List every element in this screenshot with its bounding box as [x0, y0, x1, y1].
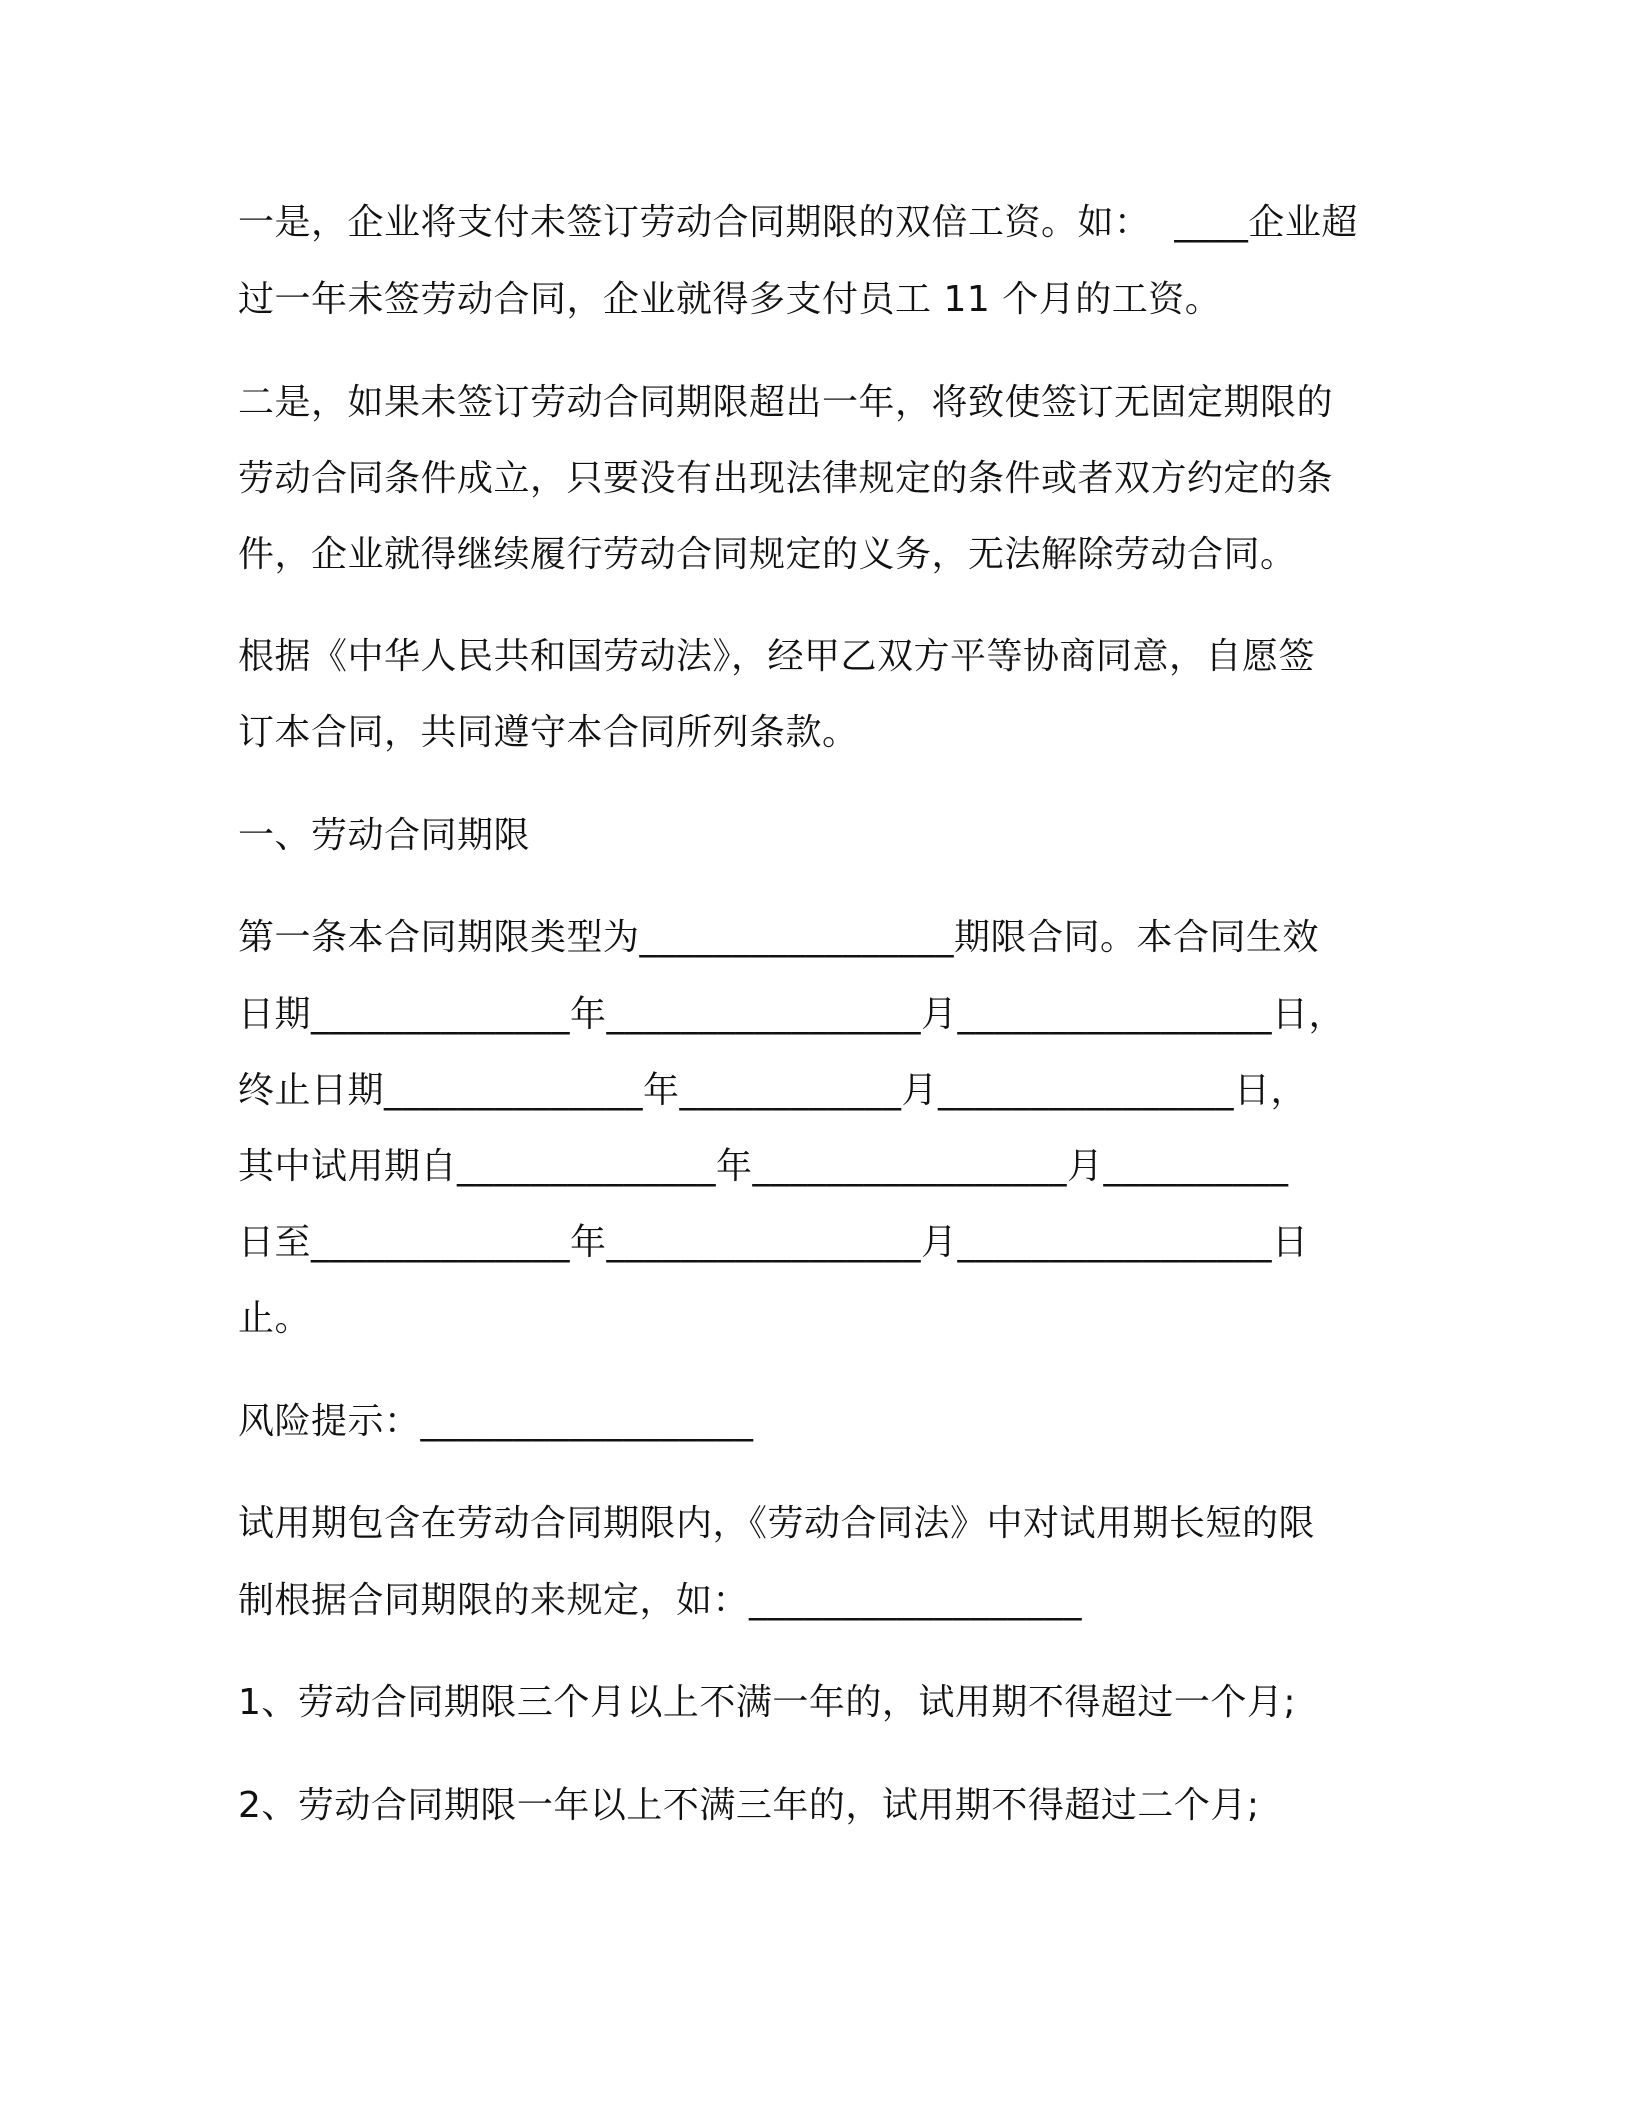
text-line: 止。	[238, 1298, 312, 1339]
text-line: 终止日期______________年____________月________________日，	[238, 1070, 1308, 1111]
text-line: 制根据合同期限的来规定，如：__________________	[238, 1580, 1083, 1621]
section-heading: 一、劳动合同期限	[238, 815, 531, 856]
text-line: 一是，企业将支付未签订劳动合同期限的双倍工资。如： ____企业超	[238, 202, 1358, 243]
text-line: 件，企业就得继续履行劳动合同规定的义务，无法解除劳动合同。	[238, 534, 1297, 575]
text-line: 劳动合同条件成立，只要没有出现法律规定的条件或者双方约定的条	[238, 458, 1334, 499]
text-line: 二是，如果未签订劳动合同期限超出一年，将致使签订无固定期限的	[238, 382, 1334, 423]
text-line: 根据《中华人民共和国劳动法》，经甲乙双方平等协商同意，自愿签	[238, 636, 1316, 677]
list-item: 2、劳动合同期限一年以上不满三年的，试用期不得超过二个月;	[238, 1785, 1260, 1826]
list-item: 1、劳动合同期限三个月以上不满一年的，试用期不得超过一个月;	[238, 1682, 1297, 1723]
text-line: 日至______________年_________________月_________________日	[238, 1222, 1309, 1263]
text-line: 订本合同，共同遵守本合同所列条款。	[238, 712, 859, 753]
text-line: 过一年未签劳动合同，企业就得多支付员工 11 个月的工资。	[238, 279, 1222, 320]
text-line: 第一条本合同期限类型为_________________期限合同。本合同生效	[238, 917, 1320, 958]
text-line: 风险提示：__________________	[238, 1401, 754, 1442]
text-line: 试用期包含在劳动合同期限内，《劳动合同法》中对试用期长短的限	[238, 1503, 1316, 1544]
text-line: 其中试用期自______________年_________________月__________	[238, 1146, 1289, 1187]
text-line: 日期______________年_________________月_________________日，	[238, 994, 1345, 1035]
